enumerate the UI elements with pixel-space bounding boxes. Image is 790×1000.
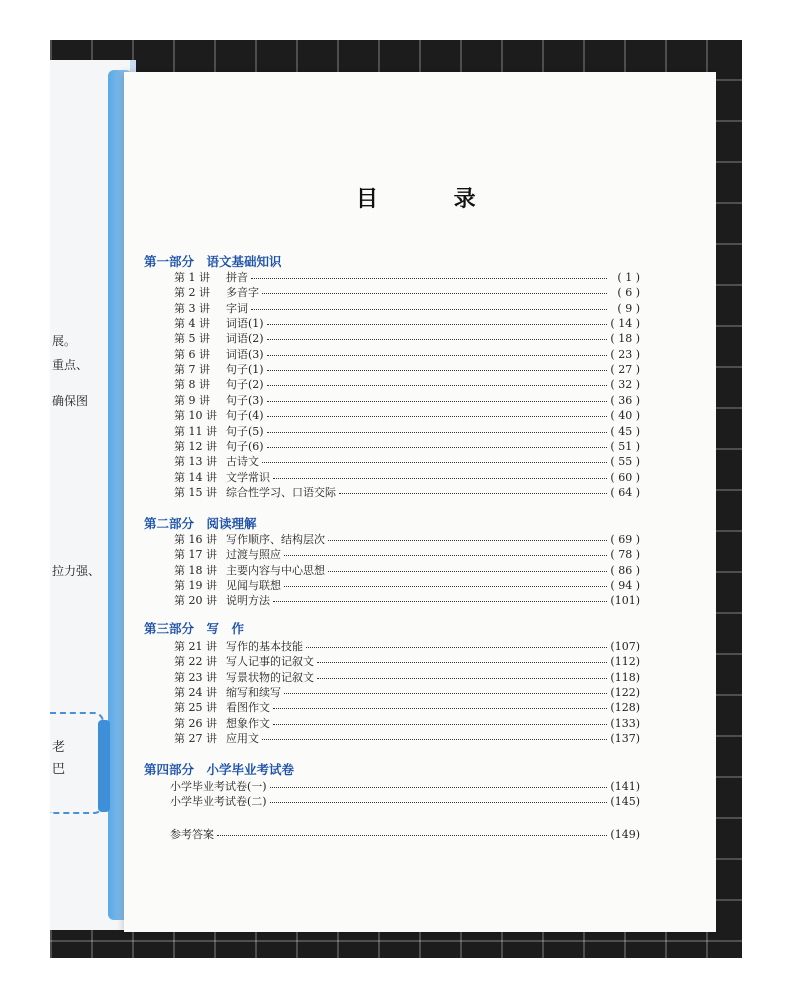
lecture-number: 第 1 讲	[174, 271, 210, 284]
entry-page-number: ( 64 )	[610, 485, 640, 499]
entry-title: 句子(5)	[226, 424, 264, 438]
entry-page-number: ( 27 )	[610, 363, 640, 377]
entry-page-number: ( 23 )	[610, 347, 640, 361]
part-4-heading: 第四部分 小学毕业考试卷	[144, 762, 295, 777]
lecture-number: 第 14 讲	[174, 470, 217, 484]
entry-page-number: (133)	[610, 716, 640, 730]
entry-page-number: ( 14 )	[610, 317, 640, 331]
leader-dots	[270, 793, 607, 803]
entry-page-number: ( 55 )	[610, 455, 640, 469]
entry-page-number: ( 6 )	[617, 286, 640, 300]
leader-dots	[284, 577, 607, 587]
left-page-text: 拉力强、	[52, 564, 101, 578]
lecture-number: 第 23 讲	[174, 670, 217, 684]
entry-title: 说明方法	[226, 594, 270, 608]
leader-dots	[317, 653, 607, 663]
lecture-number: 第 22 讲	[174, 655, 217, 669]
entry-title: 应用文	[226, 731, 259, 745]
toc-entry[interactable]	[170, 778, 640, 793]
entry-title: 古诗文	[226, 455, 259, 469]
lecture-number: 第 10 讲	[174, 409, 217, 423]
lecture-number: 第 13 讲	[174, 455, 217, 469]
leader-dots	[284, 684, 607, 694]
lecture-number: 第 19 讲	[174, 578, 217, 592]
toc-entry[interactable]	[174, 284, 640, 299]
leader-dots	[267, 392, 607, 402]
leader-dots	[284, 546, 607, 556]
toc-entry[interactable]	[174, 469, 640, 484]
entry-page-number: (141)	[610, 780, 640, 793]
entry-page-number: (118)	[610, 670, 640, 684]
left-page-blue-tab	[98, 720, 110, 812]
lecture-number: 第 9 讲	[174, 393, 210, 407]
leader-dots	[267, 376, 607, 386]
leader-dots	[251, 300, 607, 310]
toc-entry[interactable]	[174, 531, 640, 546]
left-page-text: 展。	[52, 334, 77, 348]
entry-title: 写景状物的记叙文	[226, 670, 314, 684]
toc-entry[interactable]	[174, 669, 640, 684]
toc-entry[interactable]	[174, 592, 640, 607]
entry-page-number: ( 94 )	[610, 578, 640, 592]
entry-page-number: (145)	[610, 795, 640, 809]
lecture-number: 第 24 讲	[174, 685, 217, 699]
leader-dots	[339, 484, 607, 494]
entry-title: 写人记事的记叙文	[226, 655, 314, 669]
entry-title: 句子(6)	[226, 439, 264, 453]
toc-entry[interactable]	[174, 315, 640, 330]
part-2-heading: 第二部分 阅读理解	[144, 516, 257, 531]
leader-dots	[328, 562, 607, 572]
left-page-text: 老	[52, 740, 66, 755]
entry-page-number: (128)	[610, 701, 640, 715]
entry-title: 词语(2)	[226, 332, 264, 346]
entry-page-number: ( 51 )	[610, 439, 640, 453]
toc-entry[interactable]	[174, 484, 640, 499]
part-1-heading: 第一部分 语文基础知识	[144, 254, 282, 269]
entry-title: 句子(4)	[226, 409, 264, 423]
entry-page-number: (137)	[610, 731, 640, 745]
page-title: 目 录	[356, 186, 510, 212]
toc-entry[interactable]	[174, 438, 640, 453]
toc-entry[interactable]	[174, 407, 640, 422]
entry-page-number: ( 36 )	[610, 393, 640, 407]
leader-dots	[273, 715, 607, 725]
leader-dots	[267, 346, 607, 356]
lecture-number: 第 4 讲	[174, 317, 210, 331]
part-3-heading: 第三部分 写 作	[144, 621, 245, 636]
lecture-number: 第 11 讲	[174, 424, 217, 438]
entry-title: 缩写和续写	[226, 685, 281, 699]
toc-entry[interactable]	[174, 300, 640, 315]
leader-dots	[267, 438, 607, 448]
toc-entry[interactable]	[174, 346, 640, 361]
left-page-text: 确保图	[52, 394, 89, 408]
leader-dots	[251, 269, 607, 279]
leader-dots	[317, 669, 607, 679]
leader-dots	[328, 531, 607, 541]
leader-dots	[273, 469, 607, 479]
toc-entry[interactable]	[174, 684, 640, 699]
entry-title: 多音字	[226, 286, 259, 300]
entry-title: 综合性学习、口语交际	[226, 485, 336, 499]
toc-entry[interactable]	[174, 562, 640, 577]
entry-page-number: (107)	[610, 640, 640, 653]
toc-entry[interactable]	[174, 423, 640, 438]
entry-page-number: ( 1 )	[617, 271, 640, 284]
toc-entry[interactable]	[174, 577, 640, 592]
toc-entry[interactable]	[174, 653, 640, 668]
toc-entry[interactable]	[174, 699, 640, 714]
entry-title: 见闻与联想	[226, 578, 281, 592]
leader-dots	[267, 423, 607, 433]
entry-title: 字词	[226, 301, 248, 315]
leader-dots	[306, 638, 607, 648]
leader-dots	[267, 330, 607, 340]
entry-page-number: ( 60 )	[610, 470, 640, 484]
toc-entry[interactable]	[170, 793, 640, 808]
left-page-text: 重点、	[52, 358, 89, 372]
lecture-number: 第 27 讲	[174, 731, 217, 745]
toc-entry[interactable]	[174, 269, 640, 284]
left-page-text: 巴	[52, 762, 66, 777]
toc-entry[interactable]	[174, 392, 640, 407]
toc-entry[interactable]	[174, 453, 640, 468]
entry-title: 词语(1)	[226, 317, 264, 331]
entry-title: 写作顺序、结构层次	[226, 533, 325, 546]
leader-dots	[267, 361, 607, 371]
entry-title: 句子(2)	[226, 378, 264, 392]
entry-page-number: (112)	[610, 655, 640, 669]
leader-dots	[267, 407, 607, 417]
leader-dots	[262, 284, 607, 294]
toc-entry[interactable]	[174, 361, 640, 376]
entry-title: 小学毕业考试卷(二)	[170, 795, 267, 809]
lecture-number: 第 6 讲	[174, 347, 210, 361]
leader-dots	[217, 826, 607, 836]
toc-entry[interactable]	[174, 376, 640, 391]
toc-entry[interactable]	[174, 730, 640, 745]
lecture-number: 第 16 讲	[174, 533, 217, 546]
entry-page-number: ( 69 )	[610, 533, 640, 546]
entry-page-number: (101)	[610, 594, 640, 608]
entry-title: 句子(3)	[226, 393, 264, 407]
entry-page-number: ( 45 )	[610, 424, 640, 438]
entry-page-number: ( 18 )	[610, 332, 640, 346]
lecture-number: 第 20 讲	[174, 594, 217, 608]
lecture-number: 第 2 讲	[174, 286, 210, 300]
leader-dots	[273, 699, 607, 709]
lecture-number: 第 8 讲	[174, 378, 210, 392]
contents-page	[124, 72, 716, 932]
lecture-number: 第 26 讲	[174, 716, 217, 730]
toc-entry[interactable]	[174, 546, 640, 561]
entry-title: 看图作文	[226, 701, 270, 715]
entry-title: 参考答案	[170, 828, 214, 841]
toc-entry[interactable]	[174, 330, 640, 345]
lecture-number: 第 15 讲	[174, 485, 217, 499]
entry-title: 写作的基本技能	[226, 640, 303, 653]
entry-title: 文学常识	[226, 470, 270, 484]
lecture-number: 第 5 讲	[174, 332, 210, 346]
lecture-number: 第 3 讲	[174, 301, 210, 315]
entry-page-number: ( 86 )	[610, 563, 640, 577]
entry-page-number: ( 40 )	[610, 409, 640, 423]
answer-key-entry[interactable]	[170, 826, 640, 841]
entry-title: 主要内容与中心思想	[226, 563, 325, 577]
leader-dots	[273, 592, 607, 602]
leader-dots	[262, 453, 607, 463]
entry-title: 小学毕业考试卷(一)	[170, 780, 267, 793]
entry-page-number: (149)	[610, 828, 640, 841]
leader-dots	[262, 730, 607, 740]
left-page-dashed-box	[50, 712, 104, 814]
entry-title: 拼音	[226, 271, 248, 284]
leader-dots	[267, 315, 607, 325]
lecture-number: 第 25 讲	[174, 701, 217, 715]
lecture-number: 第 21 讲	[174, 640, 217, 653]
entry-title: 句子(1)	[226, 363, 264, 377]
entry-page-number: ( 32 )	[610, 378, 640, 392]
entry-title: 过渡与照应	[226, 548, 281, 562]
leader-dots	[270, 778, 607, 788]
entry-page-number: ( 78 )	[610, 548, 640, 562]
entry-title: 想象作文	[226, 716, 270, 730]
toc-entry[interactable]	[174, 715, 640, 730]
lecture-number: 第 17 讲	[174, 548, 217, 562]
toc-entry[interactable]	[174, 638, 640, 653]
entry-page-number: (122)	[610, 685, 640, 699]
lecture-number: 第 12 讲	[174, 439, 217, 453]
lecture-number: 第 18 讲	[174, 563, 217, 577]
lecture-number: 第 7 讲	[174, 363, 210, 377]
entry-page-number: ( 9 )	[617, 301, 640, 315]
entry-title: 词语(3)	[226, 347, 264, 361]
